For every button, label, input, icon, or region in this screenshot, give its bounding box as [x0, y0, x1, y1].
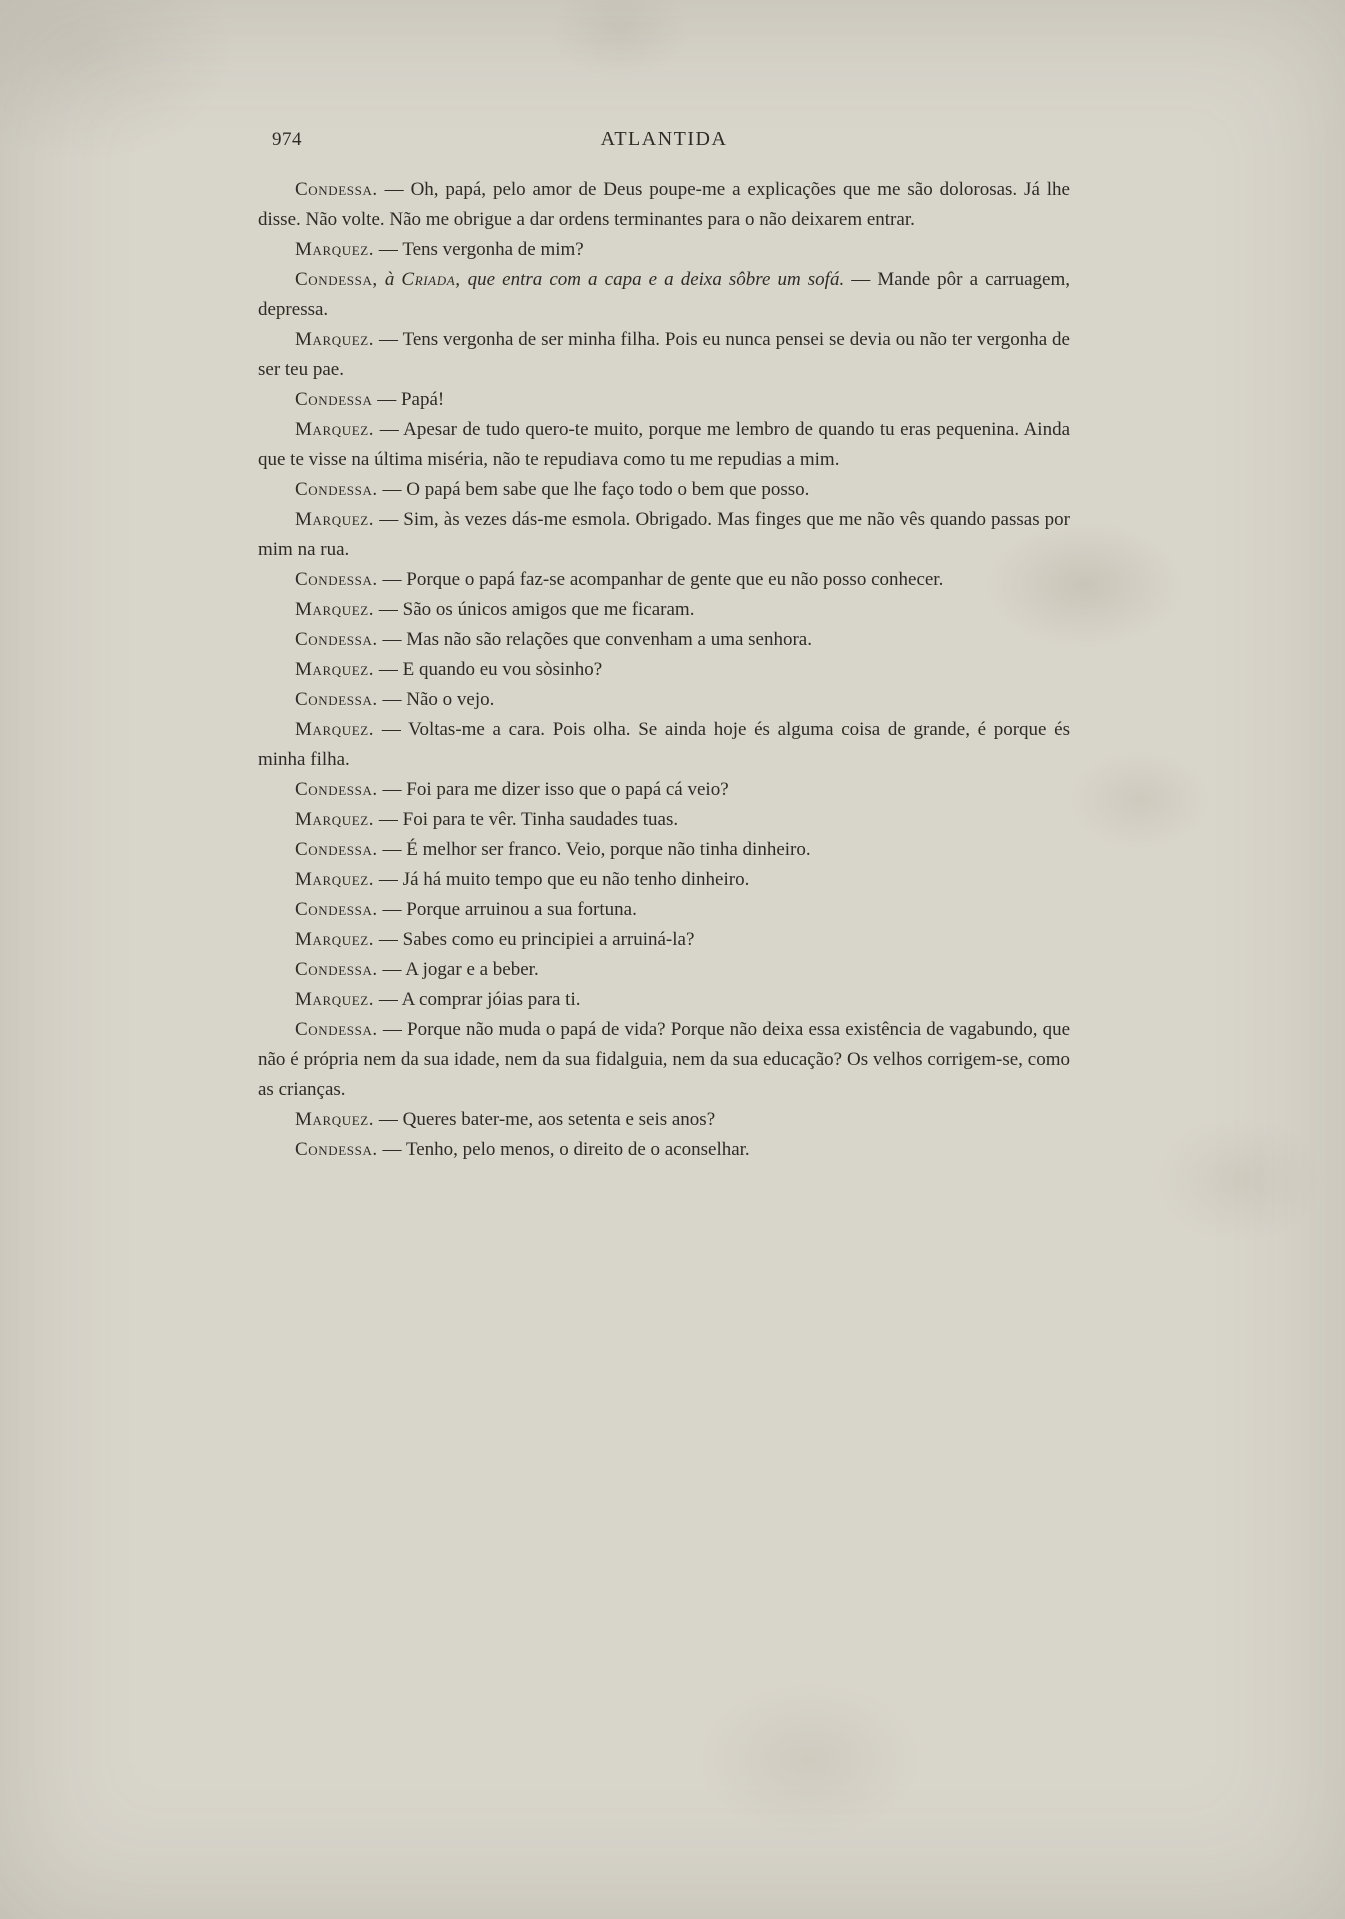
speaker-name: Condessa.: [295, 899, 378, 920]
dialogue-line: [258, 1105, 1070, 1135]
dialogue-part: — O papá bem sabe que lhe faço todo o bem que posso.: [377, 479, 810, 500]
speaker-name: Marquez.: [295, 719, 375, 740]
dialogue-line: [258, 595, 1070, 625]
speaker-name: Condessa.: [295, 179, 378, 200]
dialogue-line: [258, 985, 1070, 1015]
speaker-name: Marquez.: [295, 329, 375, 350]
dialogue-part: — Sim, às vezes dás-me esmola. Obrigado. Mas finges que me não vês quando passas por mim na rua.: [258, 509, 1070, 560]
speaker-name: Marquez.: [295, 239, 375, 260]
dialogue-line: [258, 235, 1070, 265]
dialogue-line: [258, 565, 1070, 595]
page-header: [258, 126, 1070, 158]
speaker-name: Marquez.: [295, 809, 375, 830]
dialogue-line: [258, 775, 1070, 805]
dialogue-part: — Voltas-me a cara. Pois olha. Se ainda hoje és alguma coisa de grande, é porque és minha filha.: [258, 719, 1070, 770]
dialogue-line: [258, 655, 1070, 685]
dialogue-line: [258, 475, 1070, 505]
dialogue-line: [258, 505, 1070, 565]
speaker-name: Condessa,: [295, 269, 378, 290]
speaker-name: Condessa.: [295, 569, 378, 590]
speaker-name: Condessa.: [295, 479, 378, 500]
page-number: 974: [272, 129, 302, 150]
dialogue-line: [258, 865, 1070, 895]
dialogue-part: — Mas não são relações que convenham a uma senhora.: [377, 629, 812, 650]
dialogue-part: — A comprar jóias para ti.: [374, 989, 581, 1010]
speaker-name: Condessa.: [295, 959, 378, 980]
dialogue-line: [258, 385, 1070, 415]
dialogue-text: [258, 175, 1070, 1165]
dialogue-part: — Papá!: [372, 389, 445, 410]
speaker-name: Criada,: [401, 269, 461, 290]
speaker-name: Marquez.: [295, 869, 375, 890]
dialogue-part: — Porque o papá faz-se acompanhar de gente que eu não posso conhecer.: [377, 569, 944, 590]
dialogue-line: [258, 925, 1070, 955]
journal-title: ATLANTIDA: [600, 128, 728, 150]
speaker-name: Marquez.: [295, 929, 375, 950]
text-block: [258, 126, 1070, 1165]
speaker-name: Condessa.: [295, 1019, 378, 1040]
dialogue-part: — Foi para te vêr. Tinha saudades tuas.: [374, 809, 679, 830]
speaker-name: Condessa: [295, 389, 373, 410]
dialogue-part: — Apesar de tudo quero-te muito, porque me lembro de quando tu eras pequenina. Ainda que te visse na última miséria, não te repudiava como tu me repudias a mim.: [258, 419, 1070, 470]
dialogue-line: [258, 715, 1070, 775]
speaker-name: Condessa.: [295, 629, 378, 650]
speaker-name: Marquez.: [295, 1109, 375, 1130]
dialogue-part: — Não o vejo.: [377, 689, 495, 710]
dialogue-line: [258, 625, 1070, 655]
dialogue-part: — Já há muito tempo que eu não tenho dinheiro.: [374, 869, 750, 890]
dialogue-line: [258, 265, 1070, 325]
stage-direction: à: [377, 269, 402, 290]
dialogue-line: [258, 325, 1070, 385]
dialogue-part: — Mande pôr a carruagem, depressa.: [258, 269, 1070, 320]
dialogue-part: — Queres bater-me, aos setenta e seis anos?: [374, 1109, 716, 1130]
speaker-name: Marquez.: [295, 599, 375, 620]
stage-direction: que entra com a capa e a deixa sôbre um sofá.: [460, 269, 845, 290]
dialogue-part: — São os únicos amigos que me ficaram.: [374, 599, 695, 620]
dialogue-line: [258, 805, 1070, 835]
dialogue-part: — Sabes como eu principiei a arruiná-la?: [374, 929, 695, 950]
dialogue-line: [258, 175, 1070, 235]
dialogue-part: — Porque arruinou a sua fortuna.: [377, 899, 637, 920]
dialogue-part: — Tenho, pelo menos, o direito de o aconselhar.: [377, 1139, 750, 1160]
dialogue-part: — Porque não muda o papá de vida? Porque não deixa essa existência de vagabundo, que não é própria nem da sua idade, nem da sua fidalguia, nem da sua educação? Os velhos corrigem-se, como as crianças.: [258, 1019, 1070, 1100]
speaker-name: Condessa.: [295, 839, 378, 860]
dialogue-part: — Tens vergonha de ser minha filha. Pois eu nunca pensei se devia ou não ter vergonha de ser teu pae.: [258, 329, 1070, 380]
speaker-name: Condessa.: [295, 689, 378, 710]
dialogue-line: [258, 685, 1070, 715]
dialogue-line: [258, 1135, 1070, 1165]
speaker-name: Marquez.: [295, 659, 375, 680]
dialogue-line: [258, 835, 1070, 865]
dialogue-line: [258, 955, 1070, 985]
speaker-name: Marquez.: [295, 419, 375, 440]
speaker-name: Condessa.: [295, 779, 378, 800]
dialogue-line: [258, 415, 1070, 475]
dialogue-part: — Tens vergonha de mim?: [374, 239, 584, 260]
dialogue-part: — A jogar e a beber.: [377, 959, 539, 980]
dialogue-line: [258, 895, 1070, 925]
speaker-name: Marquez.: [295, 509, 375, 530]
speaker-name: Marquez.: [295, 989, 375, 1010]
dialogue-part: — E quando eu vou sòsinho?: [374, 659, 603, 680]
speaker-name: Condessa.: [295, 1139, 378, 1160]
dialogue-part: — Foi para me dizer isso que o papá cá veio?: [377, 779, 729, 800]
dialogue-part: — Oh, papá, pelo amor de Deus poupe-me a explicações que me são dolorosas. Já lhe disse. Não volte. Não me obrigue a dar ordens terminantes para o não deixarem entrar.: [258, 179, 1070, 230]
dialogue-part: — É melhor ser franco. Veio, porque não tinha dinheiro.: [377, 839, 811, 860]
dialogue-line: [258, 1015, 1070, 1105]
